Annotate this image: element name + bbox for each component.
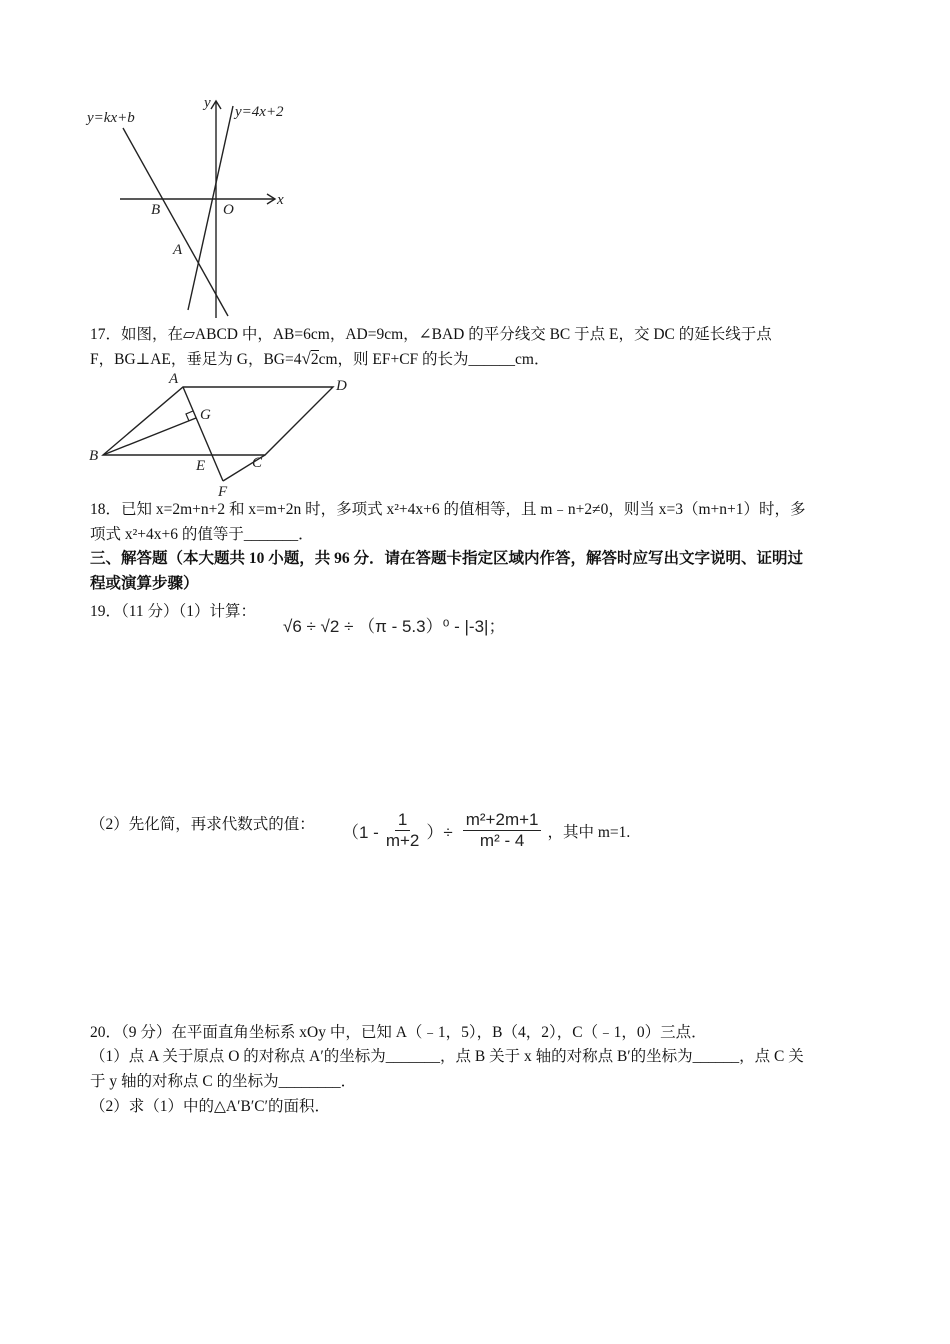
q17-line2-after: cm，则 EF+CF 的长为______cm． [318, 351, 550, 368]
q19-part1-expression: √6 ÷ √2 ÷ （π - 5.3）⁰ - |-3|； [283, 617, 506, 636]
q20-line1: 20．（9 分）在平面直角坐标系 xOy 中，已知 A（﹣1，5），B（4，2），C（﹣1，0）三点． [90, 1024, 707, 1041]
label-y-axis: y [204, 95, 211, 111]
label-point-b: B [151, 202, 161, 218]
label-x-axis: x [277, 192, 284, 208]
label-c: C [252, 455, 263, 471]
q20-line2: （1）点 A 关于原点 O 的对称点 A′的坐标为_______，点 B 关于 x 轴的对称点 B′的坐标为______，点 C 关 [90, 1048, 804, 1065]
label-f: F [218, 484, 228, 500]
section3-line2: 程或演算步骤） [90, 575, 199, 592]
q17-line1: 17．如图，在▱ABCD 中，AB=6cm，AD=9cm，∠BAD 的平分线交 BC 于点 E，交 DC 的延长线于点 [90, 326, 772, 343]
part2-open: （1 - [342, 823, 379, 842]
fraction-2-denominator: m² - 4 [479, 831, 525, 850]
label-e: E [196, 458, 206, 474]
q17-line2-before: F，BG⊥AE，垂足为 G，BG=4 [90, 351, 302, 368]
segment-bg [103, 418, 196, 455]
label-g: G [200, 407, 211, 423]
q17-figure [85, 370, 360, 500]
label-line2: y=4x+2 [235, 104, 284, 120]
parallelogram-abcd [103, 387, 333, 455]
label-point-a: A [173, 242, 183, 258]
fraction-1-denominator: m+2 [385, 831, 420, 850]
part2-tail: ，其中 m=1. [547, 823, 631, 841]
line-kx-b [123, 128, 228, 316]
label-point-o: O [223, 202, 234, 218]
q18-line2: 项式 x²+4x+6 的值等于_______． [90, 526, 314, 543]
part2-close: ）÷ [426, 823, 453, 842]
label-a: A [169, 371, 179, 387]
q16-figure [85, 92, 300, 324]
q17-radicand: 2 [310, 351, 319, 368]
label-line1: y=kx+b [87, 110, 135, 126]
q20-line4: （2）求（1）中的△A′B′C′的面积． [90, 1098, 330, 1115]
q18-line1: 18．已知 x=2m+n+2 和 x=m+2n 时，多项式 x²+4x+6 的值相等，且 m﹣n+2≠0，则当 x=3（m+n+1）时，多 [90, 501, 806, 518]
fraction-2 [463, 810, 542, 851]
fraction-1-numerator: 1 [395, 810, 410, 831]
q17-line2 [90, 348, 550, 371]
sqrt-icon: √ [301, 349, 311, 368]
q19-part2-label: （2）先化简，再求代数式的值： [90, 816, 315, 833]
section3-line1: 三、解答题（本大题共 10 小题，共 96 分．请在答题卡指定区域内作答，解答时应写出文字说明、证明过 [90, 550, 804, 567]
q19-part1-label: 19．（11 分）（1）计算： [90, 603, 257, 620]
label-d: D [336, 378, 347, 394]
q19-part2-expression [342, 810, 630, 851]
label-b: B [89, 448, 99, 464]
q20-line3: 于 y 轴的对称点 C 的坐标为________． [90, 1073, 357, 1090]
fraction-2-numerator: m²+2m+1 [463, 810, 542, 831]
fraction-1 [383, 810, 423, 851]
